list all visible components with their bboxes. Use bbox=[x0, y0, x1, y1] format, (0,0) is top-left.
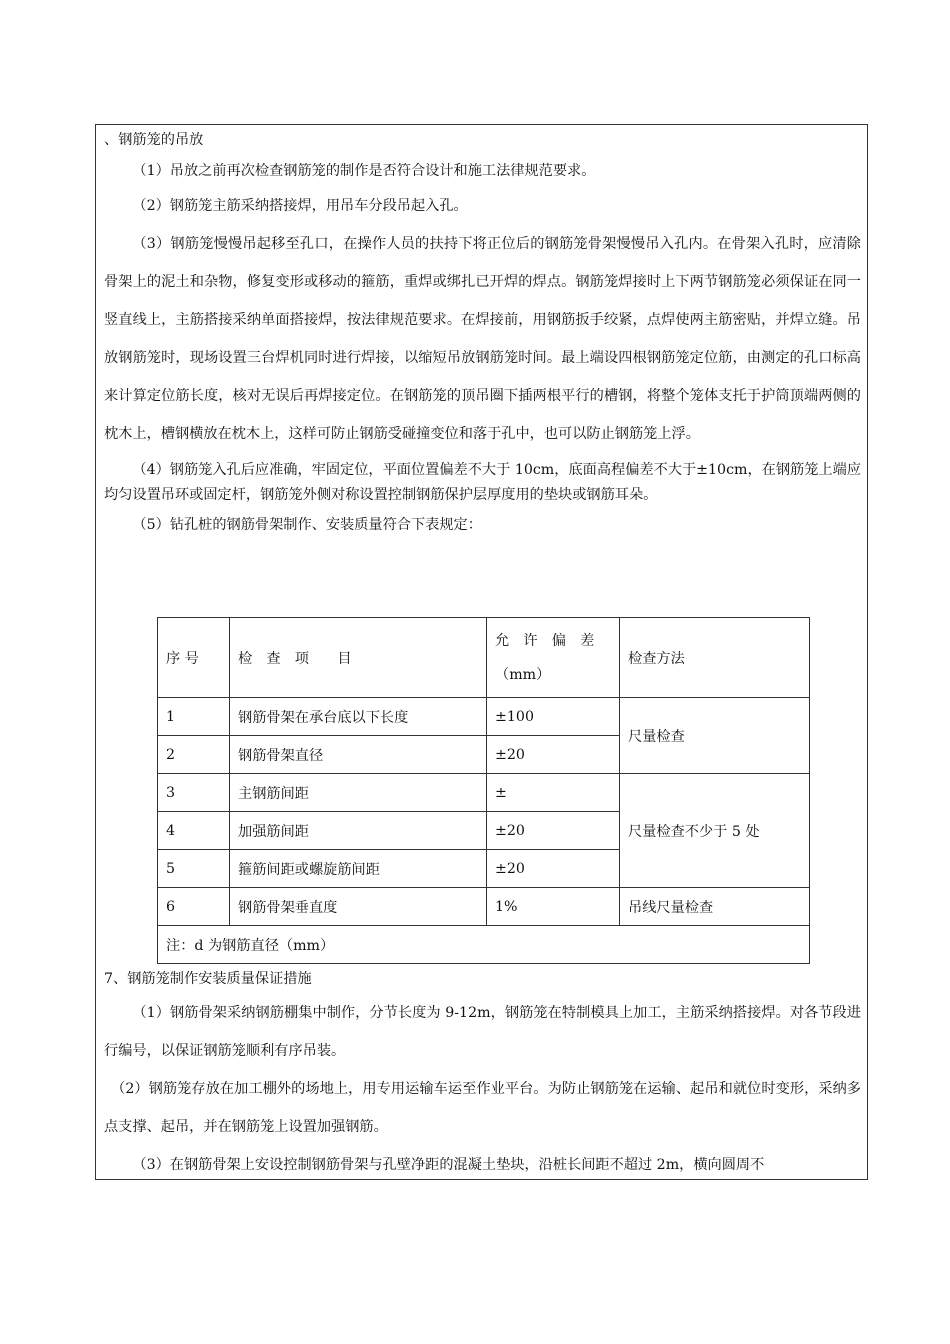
row-allow: ±20 bbox=[487, 736, 620, 774]
method-rows-1-2: 尺量检查 bbox=[620, 698, 810, 774]
section7-heading: 7、钢筋笼制作安装质量保证措施 bbox=[104, 971, 312, 987]
row-item: 主钢筋间距 bbox=[230, 774, 487, 812]
row-allow: 1% bbox=[487, 888, 620, 926]
row-no: 5 bbox=[158, 850, 230, 888]
row-allow: ±20 bbox=[487, 850, 620, 888]
row-no: 2 bbox=[158, 736, 230, 774]
section7-paragraph-3: （3）在钢筋骨架上安设控制钢筋骨架与孔壁净距的混凝土垫块，沿桩长间距不超过 2m，横向圆周不 bbox=[132, 1157, 765, 1173]
row-allow: ±20 bbox=[487, 812, 620, 850]
row-allow: ±100 bbox=[487, 698, 620, 736]
row-item: 钢筋骨架垂直度 bbox=[230, 888, 487, 926]
row-no: 3 bbox=[158, 774, 230, 812]
document-frame bbox=[95, 124, 868, 1180]
paragraph-3: （3）钢筋笼慢慢吊起移至孔口，在操作人员的扶持下将正位后的钢筋笼骨架慢慢吊入孔内。在骨架入孔时，应清除骨架上的泥土和杂物，修复变形或移动的箍筋，重焊或绑扎已开焊的焊点。钢筋笼焊接时上下两节钢筋笼必须保证在同一竖直线上，主筋搭接采纳单面搭接焊，按法律规范要求。在焊接前，用钢筋扳手绞紧，点焊使两主筋密贴，并焊立缝。吊放钢筋笼时，现场设置三台焊机同时进行焊接，以缩短吊放钢筋笼时间。最上端设四根钢筋笼定位筋，由测定的孔口标高来计算定位筋长度，核对无误后再焊接定位。在钢筋笼的顶吊圈下插两根平行的槽钢，将整个笼体支托于护筒顶端两侧的枕木上，槽钢横放在枕木上，这样可防止钢筋受碰撞变位和落于孔中，也可以防止钢筋笼上浮。 bbox=[104, 236, 861, 442]
paragraph-2: （2）钢筋笼主筋采纳搭接焊，用吊车分段吊起入孔。 bbox=[132, 198, 468, 214]
section7-paragraph-1: （1）钢筋骨架采纳钢筋棚集中制作，分节长度为 9-12m，钢筋笼在特制模具上加工，主筋采纳搭接焊。对各节段进行编号，以保证钢筋笼顺利有序吊装。 bbox=[104, 1005, 861, 1059]
section-7 bbox=[104, 964, 861, 1180]
section7-paragraph-2: （2）钢筋笼存放在加工棚外的场地上，用专用运输车运至作业平台。为防止钢筋笼在运输、起吊和就位时变形，采纳多点支撑、起吊，并在钢筋笼上设置加强钢筋。 bbox=[104, 1081, 861, 1135]
row-no: 6 bbox=[158, 888, 230, 926]
table-row bbox=[158, 888, 810, 926]
paragraph-1: （1）吊放之前再次检查钢筋笼的制作是否符合设计和施工法律规范要求。 bbox=[132, 163, 596, 179]
row-item: 钢筋骨架直径 bbox=[230, 736, 487, 774]
header-method: 检查方法 bbox=[620, 618, 810, 698]
header-allow bbox=[487, 618, 620, 698]
header-no: 序 号 bbox=[158, 618, 230, 698]
header-allow-line2: （mm） bbox=[495, 666, 551, 683]
row-item: 箍筋间距或螺旋筋间距 bbox=[230, 850, 487, 888]
paragraph-5: （5）钻孔桩的钢筋骨架制作、安装质量符合下表规定： bbox=[132, 517, 482, 533]
section-heading: 、钢筋笼的吊放 bbox=[104, 132, 204, 148]
table-row bbox=[158, 774, 810, 812]
table-note: 注：d 为钢筋直径（mm） bbox=[158, 926, 810, 964]
table-note-row bbox=[158, 926, 810, 964]
row-allow: ± bbox=[487, 774, 620, 812]
method-rows-3-5: 尺量检查不少于 5 处 bbox=[620, 774, 810, 888]
header-item: 检 查 项 目 bbox=[230, 618, 487, 698]
document-body bbox=[104, 125, 861, 542]
row-no: 4 bbox=[158, 812, 230, 850]
table-row bbox=[158, 698, 810, 736]
header-allow-line1: 允 许 偏 差 bbox=[495, 632, 595, 649]
row-no: 1 bbox=[158, 698, 230, 736]
paragraph-4: （4）钢筋笼入孔后应准确，牢固定位，平面位置偏差不大于 10cm，底面高程偏差不大于±10cm，在钢筋笼上端应均匀设置吊环或固定杆，钢筋笼外侧对称设置控制钢筋保护层厚度用的垫块或钢筋耳朵。 bbox=[104, 462, 861, 503]
row-item: 加强筋间距 bbox=[230, 812, 487, 850]
table-header-row bbox=[158, 618, 810, 698]
row-item: 钢筋骨架在承台底以下长度 bbox=[230, 698, 487, 736]
quality-spec-table bbox=[157, 617, 810, 964]
method-row-6: 吊线尺量检查 bbox=[620, 888, 810, 926]
